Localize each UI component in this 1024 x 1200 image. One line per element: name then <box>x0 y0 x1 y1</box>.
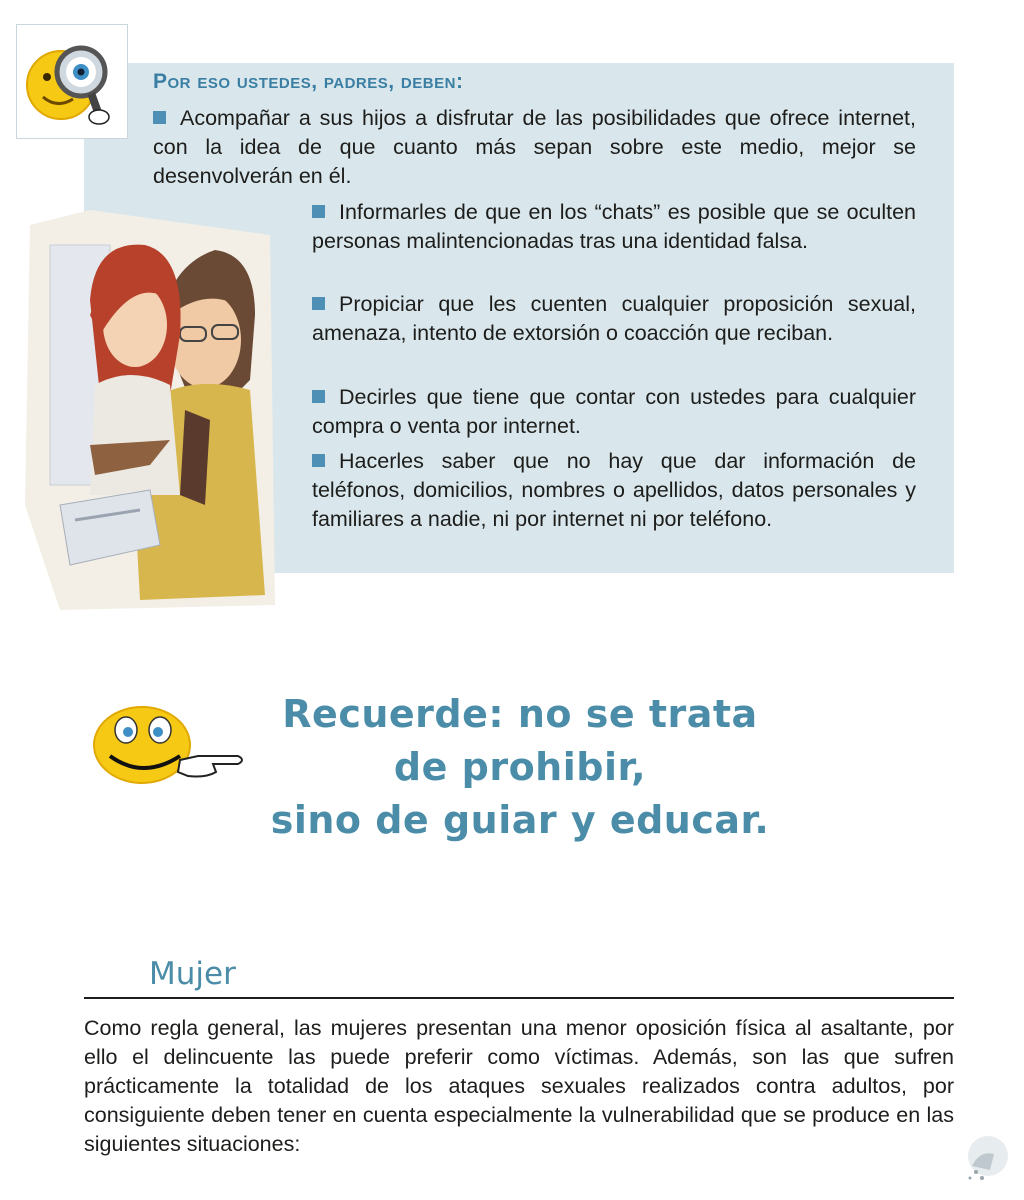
reminder-line: sino de guiar y educar. <box>270 798 770 842</box>
bullet-item: Informarles de que en los “chats” es posible que se oculten personas malintencionadas tras una identidad falsa. <box>312 200 916 253</box>
square-bullet-icon <box>312 297 325 310</box>
subsection-title: Mujer <box>149 956 236 992</box>
square-bullet-icon <box>312 205 325 218</box>
magnifier-smiley-icon <box>16 24 128 139</box>
square-bullet-icon <box>312 390 325 403</box>
bullet-item: Decirles que tiene que contar con ustedes para cualquier compra o venta por internet. <box>312 385 916 438</box>
parent-child-computer-illustration <box>20 205 280 625</box>
section-heading: Por eso ustedes, padres, deben: <box>153 70 464 93</box>
reminder-callout <box>240 688 800 847</box>
bullet-item: Acompañar a sus hijos a disfrutar de las posibilidades que ofrece internet, con la idea de que cuanto más sepan sobre este medio, mejor se desenvolverán en él. <box>153 106 916 188</box>
square-bullet-icon <box>153 111 166 124</box>
reminder-line: de prohibir, <box>393 745 647 789</box>
reminder-line: Recuerde: no se trata <box>282 692 758 736</box>
corner-decoration-icon <box>960 1130 1010 1185</box>
square-bullet-icon <box>312 454 325 467</box>
bullet-item: Propiciar que les cuenten cualquier proposición sexual, amenaza, intento de extorsión o coacción que reciban. <box>312 292 916 345</box>
section-divider <box>84 997 954 999</box>
bullet-item: Hacerles saber que no hay que dar información de teléfonos, domicilios, nombres o apellidos, datos personales y familiares a nadie, ni por internet ni por teléfono. <box>312 449 916 531</box>
pointing-smiley-icon <box>88 698 248 793</box>
body-paragraph: Como regla general, las mujeres presentan una menor oposición física al asaltante, por ello el delincuente las puede preferir como víctimas. Además, son las que sufren prácticamente la totalidad de los ataques sexuales realizados contra adultos, por consiguiente deben tener en cuenta especialmente la vulnerabilidad que se produce en las siguientes situaciones: <box>84 1016 954 1156</box>
